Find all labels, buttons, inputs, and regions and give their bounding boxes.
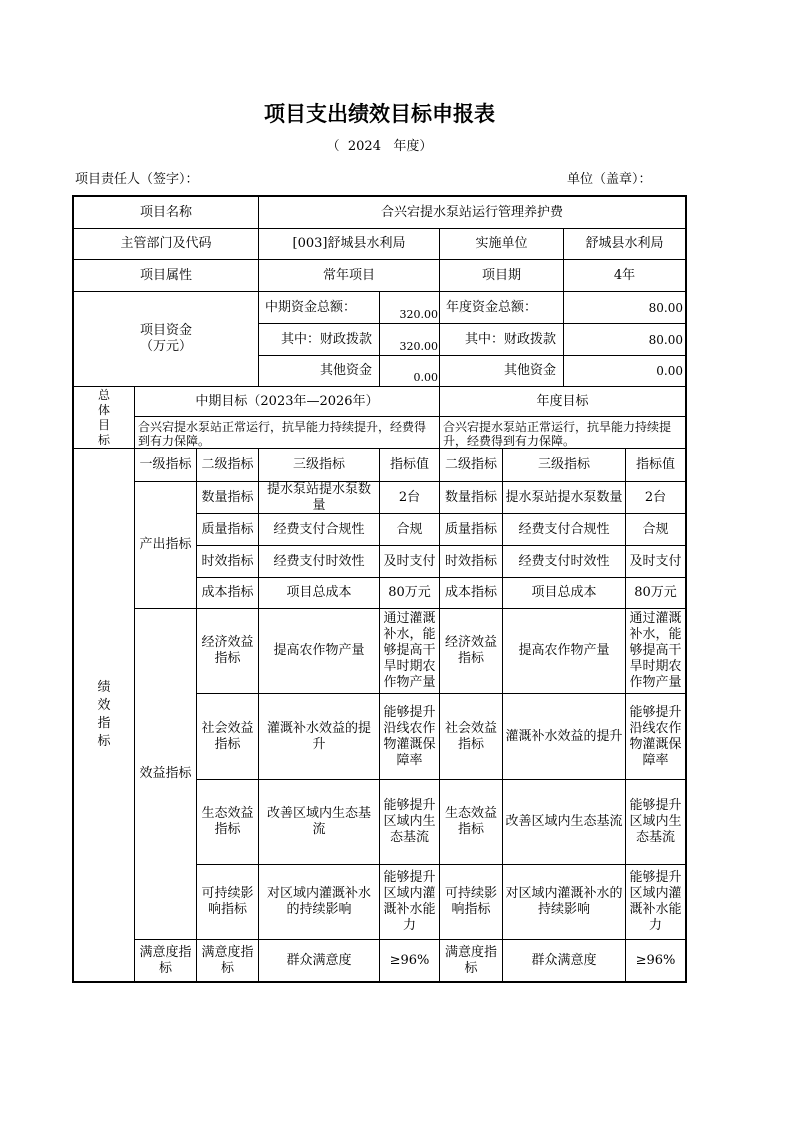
header-mid-level2: 二级指标	[197, 449, 258, 481]
output-timeliness-annual-level2: 时效指标	[440, 546, 502, 577]
benefit-social-mid-value: 能够提升沿线农作物灌溉保障率	[380, 694, 439, 779]
annual-other-value: 0.00	[564, 356, 685, 386]
satisfaction-annual-value: ≥96%	[626, 940, 685, 981]
output-quantity-mid-value: 2台	[380, 482, 439, 513]
benefit-economic-annual-level2: 经济效益指标	[440, 609, 502, 693]
benefit-social-annual-level3: 灌溉补水效益的提升	[503, 694, 625, 779]
header-annual-value: 指标值	[626, 449, 685, 481]
output-cost-mid-level2: 成本指标	[197, 578, 258, 608]
output-quality-annual-level3: 经费支付合规性	[503, 514, 625, 545]
output-quantity-annual-value: 2台	[626, 482, 685, 513]
benefit-social-annual-level2: 社会效益指标	[440, 694, 502, 779]
benefit-sustainable-annual-value: 能够提升区域内灌溉补水能力	[626, 865, 685, 939]
benefit-social-mid-level3: 灌溉补水效益的提升	[259, 694, 379, 779]
satisfaction-mid-level2: 满意度指标	[197, 940, 258, 981]
overall-goal-label-text: 总体目标	[98, 387, 111, 447]
annual-fiscal-value: 80.00	[564, 324, 685, 355]
project-period-value: 4年	[564, 260, 685, 291]
output-quality-annual-value: 合规	[626, 514, 685, 545]
dept-value: [003]舒城县水利局	[259, 229, 439, 259]
project-name-label: 项目名称	[74, 197, 258, 228]
impl-unit-label: 实施单位	[440, 229, 563, 259]
annual-total-label: 年度资金总额：	[440, 292, 563, 323]
output-timeliness-annual-value: 及时支付	[626, 546, 685, 577]
benefit-sustainable-mid-level3: 对区域内灌溉补水的持续影响	[259, 865, 379, 939]
mid-goal-header: 中期目标（2023年—2026年）	[135, 387, 439, 416]
funds-unit-text: （万元）	[139, 339, 192, 354]
benefit-sustainable-mid-value: 能够提升区域内灌溉补水能力	[380, 865, 439, 939]
output-quality-mid-level3: 经费支付合规性	[259, 514, 379, 545]
benefit-economic-annual-level3: 提高农作物产量	[503, 609, 625, 693]
header-annual-level2: 二级指标	[440, 449, 502, 481]
mid-other-label: 其他资金	[259, 356, 379, 386]
output-cost-annual-level3: 项目总成本	[503, 578, 625, 608]
output-cost-annual-value: 80万元	[626, 578, 685, 608]
benefit-economic-annual-value: 通过灌溉补水，能够提高干旱时期农作物产量	[626, 609, 685, 693]
benefit-social-annual-value: 能够提升沿线农作物灌溉保障率	[626, 694, 685, 779]
header-annual-level3: 三级指标	[503, 449, 625, 481]
form-title: 项目支出绩效目标申报表	[264, 102, 495, 126]
benefit-level1: 效益指标	[135, 609, 196, 939]
annual-goal-text: 合兴宕提水泵站正常运行，抗旱能力持续提升，经费得到有力保障。	[440, 417, 685, 448]
benefit-social-mid-level2: 社会效益指标	[197, 694, 258, 779]
year-line: （ 2024 年度）	[326, 139, 433, 154]
output-quantity-annual-level2: 数量指标	[440, 482, 502, 513]
unit-seal-label: 单位（盖章）：	[567, 172, 652, 187]
header-level1: 一级指标	[135, 449, 196, 481]
output-timeliness-mid-value: 及时支付	[380, 546, 439, 577]
funds-label-text: 项目资金	[139, 323, 192, 338]
project-name-value: 合兴宕提水泵站运行管理养护费	[259, 197, 685, 228]
output-cost-mid-level3: 项目总成本	[259, 578, 379, 608]
header-mid-level3: 三级指标	[259, 449, 379, 481]
benefit-sustainable-annual-level2: 可持续影响指标	[440, 865, 502, 939]
mid-fiscal-value: 320.00	[380, 324, 439, 355]
benefit-sustainable-annual-level3: 对区域内灌溉补水的持续影响	[503, 865, 625, 939]
output-level1: 产出指标	[135, 482, 196, 608]
annual-fiscal-label: 其中：财政拨款	[440, 324, 563, 355]
funds-label	[74, 292, 258, 386]
output-timeliness-annual-level3: 经费支付时效性	[503, 546, 625, 577]
satisfaction-level1: 满意度指标	[135, 940, 196, 981]
benefit-ecological-annual-level2: 生态效益指标	[440, 780, 502, 864]
indicators-label	[74, 449, 134, 981]
satisfaction-annual-level2: 满意度指标	[440, 940, 502, 981]
output-quality-mid-level2: 质量指标	[197, 514, 258, 545]
performance-form-table	[72, 195, 687, 983]
output-cost-mid-value: 80万元	[380, 578, 439, 608]
benefit-ecological-annual-level3: 改善区域内生态基流	[503, 780, 625, 864]
satisfaction-mid-level3: 群众满意度	[259, 940, 379, 981]
benefit-ecological-annual-value: 能够提升区域内生态基流	[626, 780, 685, 864]
annual-goal-header: 年度目标	[440, 387, 685, 416]
benefit-economic-mid-value: 通过灌溉补水，能够提高干旱时期农作物产量	[380, 609, 439, 693]
mid-total-value: 320.00	[380, 292, 439, 323]
output-timeliness-mid-level2: 时效指标	[197, 546, 258, 577]
benefit-sustainable-mid-level2: 可持续影响指标	[197, 865, 258, 939]
overall-goal-label	[74, 387, 134, 448]
project-period-label: 项目期	[440, 260, 563, 291]
mid-other-value: 0.00	[380, 356, 439, 386]
mid-total-label: 中期资金总额：	[259, 292, 379, 323]
header-mid-value: 指标值	[380, 449, 439, 481]
output-cost-annual-level2: 成本指标	[440, 578, 502, 608]
satisfaction-mid-value: ≥96%	[380, 940, 439, 981]
benefit-ecological-mid-value: 能够提升区域内生态基流	[380, 780, 439, 864]
output-quantity-annual-level3: 提水泵站提水泵数量	[503, 482, 625, 513]
output-quality-mid-value: 合规	[380, 514, 439, 545]
benefit-ecological-mid-level2: 生态效益指标	[197, 780, 258, 864]
output-quality-annual-level2: 质量指标	[440, 514, 502, 545]
project-attr-value: 常年项目	[259, 260, 439, 291]
output-quantity-mid-level3: 提水泵站提水泵数量	[259, 482, 379, 513]
benefit-ecological-mid-level3: 改善区域内生态基流	[259, 780, 379, 864]
output-quantity-mid-level2: 数量指标	[197, 482, 258, 513]
annual-other-label: 其他资金	[440, 356, 563, 386]
benefit-economic-mid-level2: 经济效益指标	[197, 609, 258, 693]
mid-goal-text: 合兴宕提水泵站正常运行，抗旱能力持续提升，经费得到有力保障。	[135, 417, 439, 448]
annual-total-value: 80.00	[564, 292, 685, 323]
dept-label: 主管部门及代码	[74, 229, 258, 259]
impl-unit-value: 舒城县水利局	[564, 229, 685, 259]
indicators-label-text: 绩效指标	[97, 680, 111, 749]
mid-fiscal-label: 其中：财政拨款	[259, 324, 379, 355]
project-attr-label: 项目属性	[74, 260, 258, 291]
responsible-person-label: 项目责任人（签字）：	[75, 172, 199, 187]
output-timeliness-mid-level3: 经费支付时效性	[259, 546, 379, 577]
satisfaction-annual-level3: 群众满意度	[503, 940, 625, 981]
benefit-economic-mid-level3: 提高农作物产量	[259, 609, 379, 693]
